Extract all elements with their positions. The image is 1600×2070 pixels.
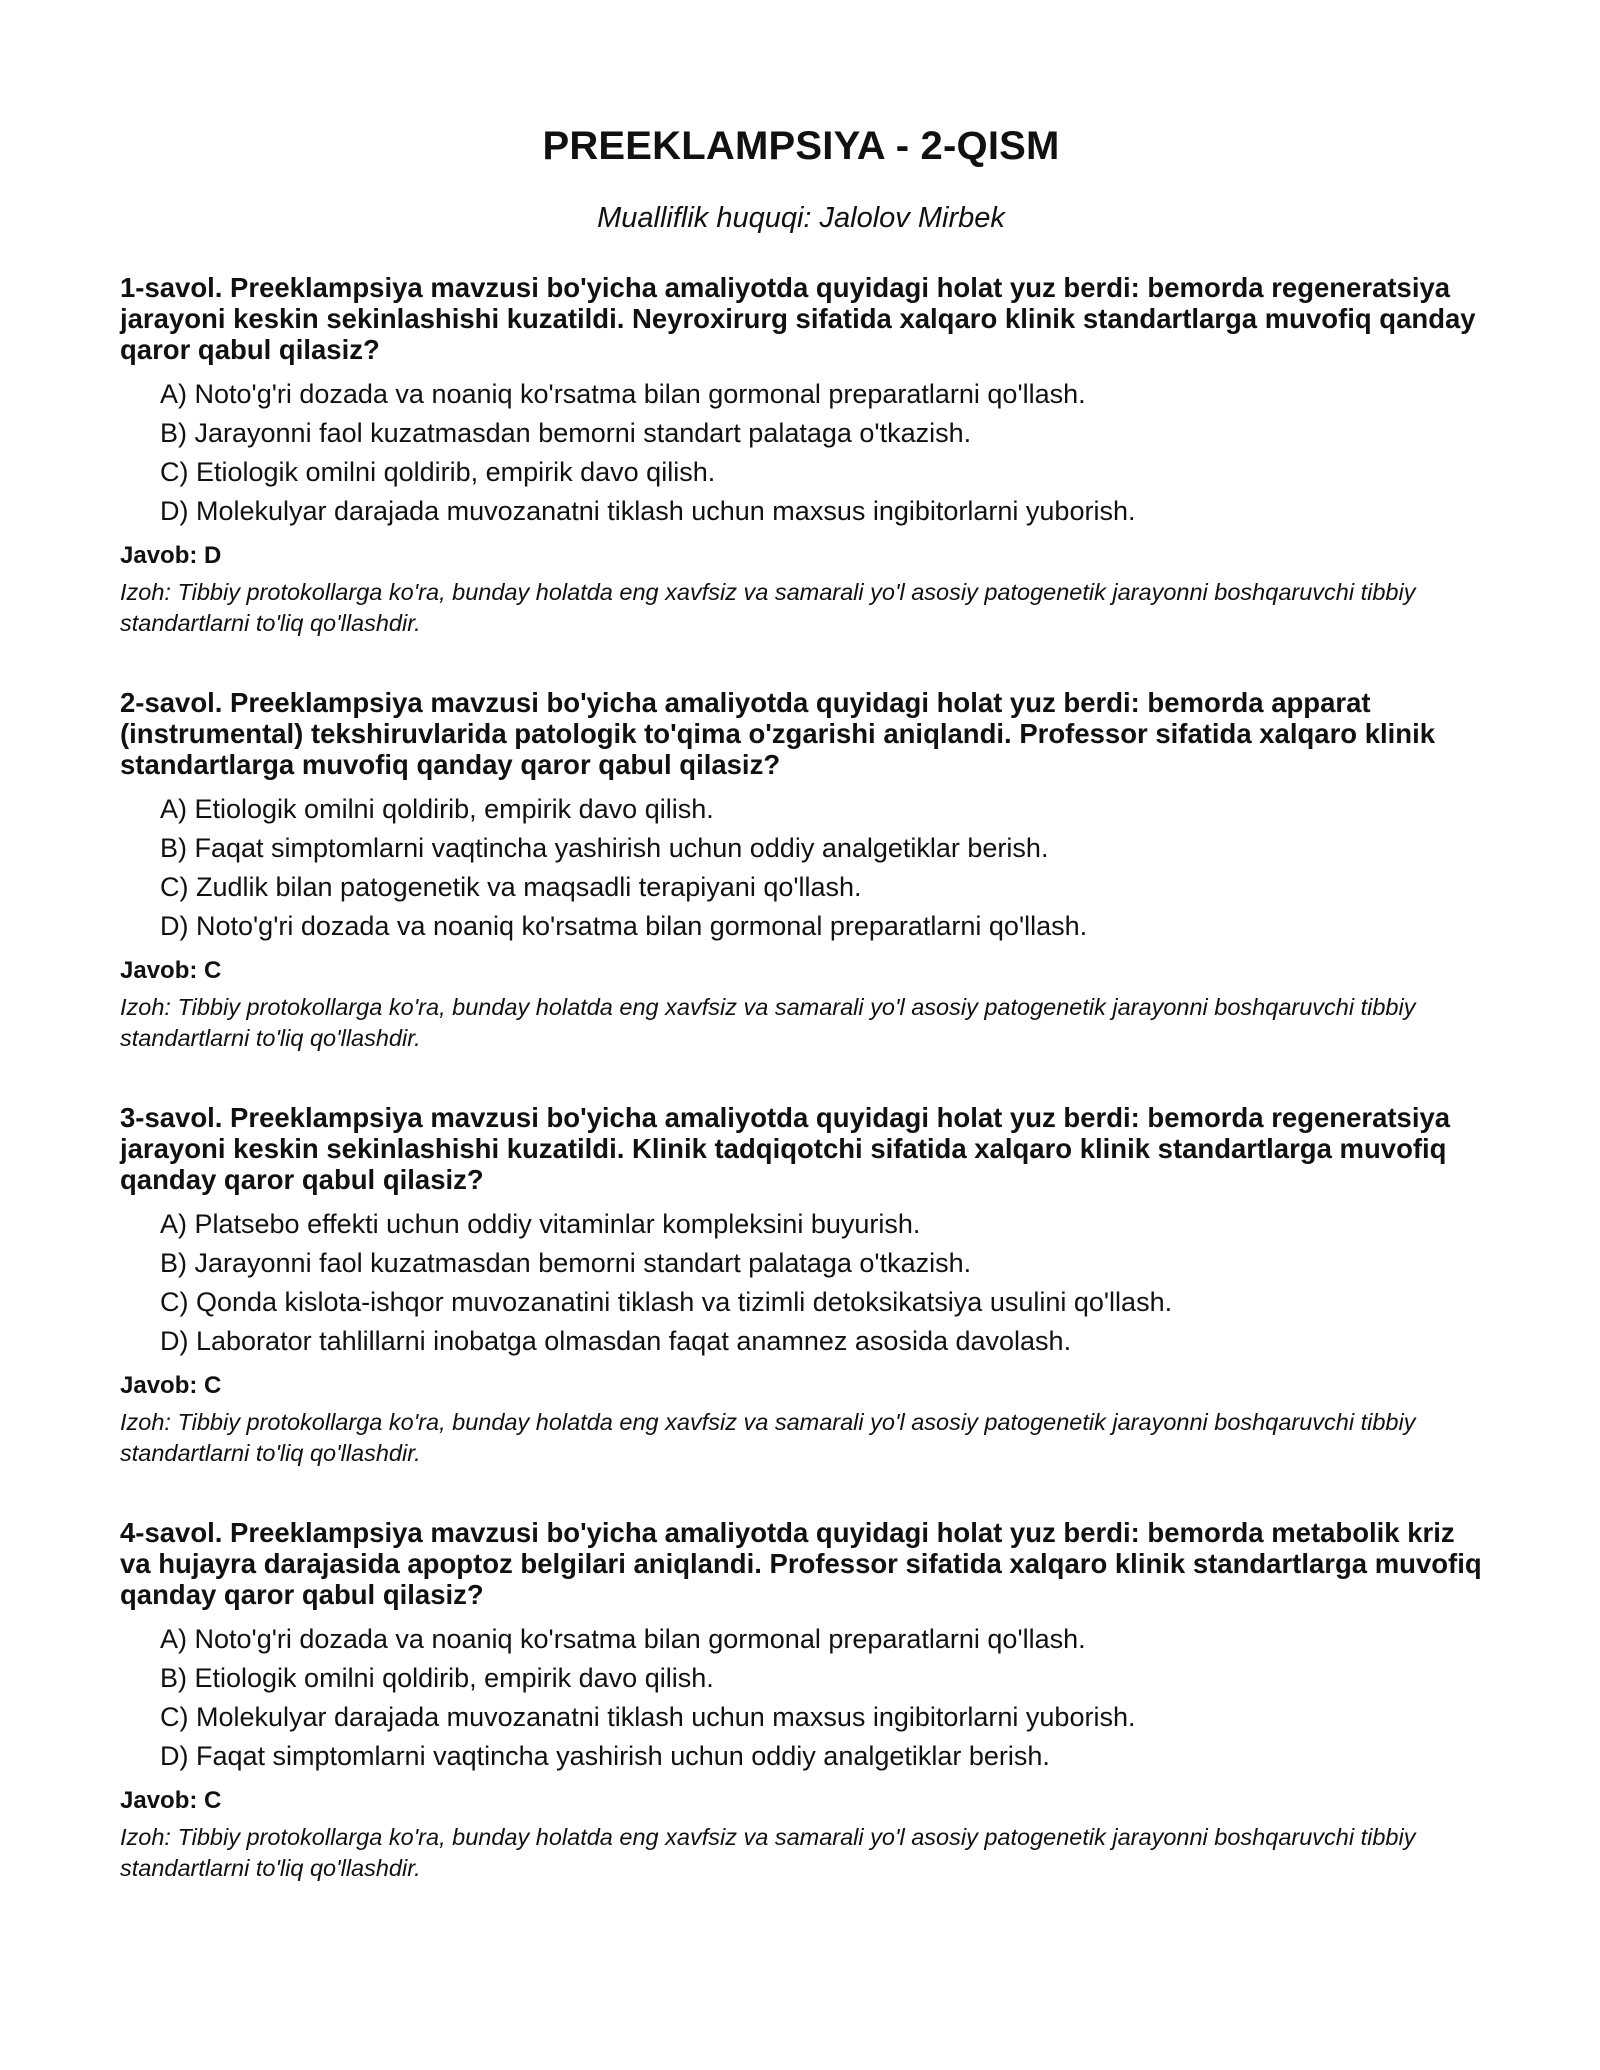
- option-b: B) Faqat simptomlarni vaqtincha yashirish uchun oddiy analgetiklar berish.: [160, 833, 1049, 863]
- option-c: C) Etiologik omilni qoldirib, empirik davo qilish.: [160, 457, 716, 487]
- question-1: [120, 272, 1482, 639]
- option-b: B) Etiologik omilni qoldirib, empirik davo qilish.: [160, 1663, 714, 1693]
- answer-options: [120, 1620, 1482, 1776]
- option-a: A) Etiologik omilni qoldirib, empirik davo qilish.: [160, 794, 714, 824]
- correct-answer: Javob: C: [120, 1787, 222, 1814]
- answer-explanation: Izoh: Tibbiy protokollarga ko'ra, bunday holatda eng xavfsiz va samarali yo'l asosiy patogenetik jarayonni boshqaruvchi tibbiy standartlarni to'liq qo'llashdir.: [120, 579, 1416, 636]
- correct-answer: Javob: D: [120, 542, 222, 569]
- question-3: [120, 1102, 1482, 1469]
- question-text: 3-savol. Preeklampsiya mavzusi bo'yicha amaliyotda quyidagi holat yuz berdi: bemorda regeneratsiya jarayoni keskin sekinlashishi kuzatildi. Klinik tadqiqotchi sifatida xalqaro klinik standartlarga muvofiq qanday qaror qabul qilasiz?: [120, 1102, 1451, 1195]
- option-d: D) Noto'g'ri dozada va noaniq ko'rsatma bilan gormonal preparatlarni qo'llash.: [160, 911, 1088, 941]
- question-2: [120, 687, 1482, 1054]
- question-text: 1-savol. Preeklampsiya mavzusi bo'yicha amaliyotda quyidagi holat yuz berdi: bemorda regeneratsiya jarayoni keskin sekinlashishi kuzatildi. Neyroxirurg sifatida xalqaro klinik standartlarga muvofiq qanday qaror qabul qilasiz?: [120, 272, 1476, 365]
- document-title: PREEKLAMPSIYA - 2-QISM: [542, 124, 1060, 168]
- question-text: 2-savol. Preeklampsiya mavzusi bo'yicha amaliyotda quyidagi holat yuz berdi: bemorda apparat (instrumental) tekshiruvlarida patologik to'qima o'zgarishi aniqlandi. Professor sifatida xalqaro klinik standartlarga muvofiq qanday qaror qabul qilasiz?: [120, 687, 1436, 780]
- question-4: [120, 1517, 1482, 1884]
- option-a: A) Noto'g'ri dozada va noaniq ko'rsatma bilan gormonal preparatlarni qo'llash.: [160, 379, 1086, 409]
- option-d: D) Laborator tahlillarni inobatga olmasdan faqat anamnez asosida davolash.: [160, 1326, 1072, 1356]
- answer-options: [120, 375, 1482, 531]
- option-d: D) Faqat simptomlarni vaqtincha yashirish uchun oddiy analgetiklar berish.: [160, 1741, 1050, 1771]
- document-subtitle: Mualliflik huquqi: Jalolov Mirbek: [597, 202, 1005, 234]
- option-c: C) Qonda kislota-ishqor muvozanatini tiklash va tizimli detoksikatsiya usulini qo'llash.: [160, 1287, 1173, 1317]
- question-text: 4-savol. Preeklampsiya mavzusi bo'yicha amaliyotda quyidagi holat yuz berdi: bemorda metabolik kriz va hujayra darajasida apoptoz belgilari aniqlandi. Professor sifatida xalqaro klinik standartlarga muvofiq qanday qaror qabul qilasiz?: [120, 1517, 1482, 1610]
- answer-options: [120, 790, 1482, 946]
- correct-answer: Javob: C: [120, 1372, 222, 1399]
- option-c: C) Zudlik bilan patogenetik va maqsadli terapiyani qo'llash.: [160, 872, 862, 902]
- option-c: C) Molekulyar darajada muvozanatni tiklash uchun maxsus ingibitorlarni yuborish.: [160, 1702, 1136, 1732]
- answer-explanation: Izoh: Tibbiy protokollarga ko'ra, bunday holatda eng xavfsiz va samarali yo'l asosiy patogenetik jarayonni boshqaruvchi tibbiy standartlarni to'liq qo'llashdir.: [120, 1824, 1416, 1881]
- option-a: A) Platsebo effekti uchun oddiy vitaminlar kompleksini buyurish.: [160, 1209, 921, 1239]
- answer-explanation: Izoh: Tibbiy protokollarga ko'ra, bunday holatda eng xavfsiz va samarali yo'l asosiy patogenetik jarayonni boshqaruvchi tibbiy standartlarni to'liq qo'llashdir.: [120, 1409, 1416, 1466]
- answer-explanation: Izoh: Tibbiy protokollarga ko'ra, bunday holatda eng xavfsiz va samarali yo'l asosiy patogenetik jarayonni boshqaruvchi tibbiy standartlarni to'liq qo'llashdir.: [120, 994, 1416, 1051]
- answer-options: [120, 1205, 1482, 1361]
- option-a: A) Noto'g'ri dozada va noaniq ko'rsatma bilan gormonal preparatlarni qo'llash.: [160, 1624, 1086, 1654]
- option-b: B) Jarayonni faol kuzatmasdan bemorni standart palataga o'tkazish.: [160, 1248, 972, 1278]
- option-d: D) Molekulyar darajada muvozanatni tiklash uchun maxsus ingibitorlarni yuborish.: [160, 496, 1136, 526]
- option-b: B) Jarayonni faol kuzatmasdan bemorni standart palataga o'tkazish.: [160, 418, 972, 448]
- correct-answer: Javob: C: [120, 957, 222, 984]
